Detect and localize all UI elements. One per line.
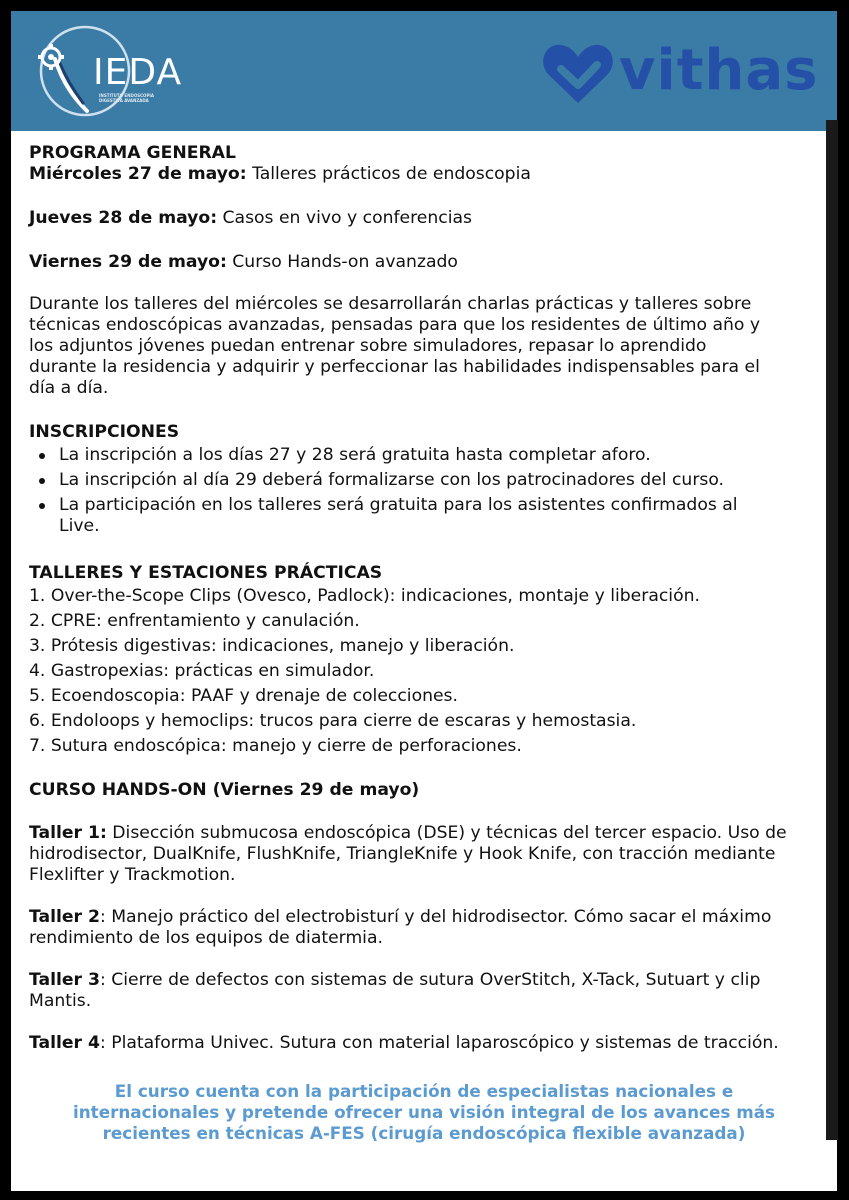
list-item: 4. Gastropexias: prácticas en simulador.	[29, 661, 375, 681]
list-item: 2. CPRE: enfrentamiento y canulación.	[29, 611, 360, 631]
programa-day-1	[29, 164, 829, 185]
talleres-title: TALLERES Y ESTACIONES PRÁCTICAS	[29, 563, 383, 583]
day-label: Viernes 29 de mayo:	[29, 252, 227, 272]
list-item: 7. Sutura endoscópica: manejo y cierre de perforaciones.	[29, 736, 522, 756]
talleres-list	[29, 586, 829, 757]
curso-taller-4	[29, 1033, 829, 1054]
description-line: los adjuntos jóvenes puedan entrenar sobre simuladores, repasar lo aprendido	[29, 336, 707, 356]
taller-text: rendimiento de los equipos de diatermia.	[29, 928, 383, 948]
list-item	[59, 495, 829, 537]
day-label: Jueves 28 de mayo:	[29, 208, 218, 228]
taller-label: Taller 2	[29, 907, 100, 927]
programa-day-3	[29, 252, 829, 273]
list-item-text: La participación en los talleres será gratuita para los asistentes confirmados al	[59, 495, 738, 515]
taller-text: Disección submucosa endoscópica (DSE) y técnicas del tercer espacio. Uso de	[106, 823, 787, 843]
list-item: 5. Ecoendoscopia: PAAF y drenaje de colecciones.	[29, 686, 458, 706]
taller-label: Taller 4	[29, 1033, 100, 1053]
day-label: Miércoles 27 de mayo:	[29, 164, 247, 184]
scrollbar[interactable]	[826, 120, 838, 1140]
vithas-heart-icon	[539, 39, 617, 109]
taller-label: Taller 1:	[29, 823, 107, 843]
programa-title: PROGRAMA GENERAL	[29, 143, 236, 163]
footer-line: recientes en técnicas A-FES (cirugía endoscópica flexible avanzada)	[102, 1123, 746, 1143]
footer-note	[11, 1081, 837, 1144]
content-body	[29, 143, 829, 1054]
list-item: 1. Over-the-Scope Clips (Ovesco, Padlock): indicaciones, montaje y liberación.	[29, 586, 700, 606]
taller-text: hidrodisector, DualKnife, FlushKnife, TriangleKnife y Hook Knife, con tracción mediante	[29, 844, 776, 864]
list-item	[59, 445, 829, 466]
list-item: 3. Prótesis digestivas: indicaciones, manejo y liberación.	[29, 636, 515, 656]
programa-description	[29, 294, 829, 399]
list-item-text: La inscripción a los días 27 y 28 será gratuita hasta completar aforo.	[59, 445, 651, 465]
bullet-icon	[39, 453, 45, 459]
curso-taller-1	[29, 823, 829, 886]
list-item-text: Live.	[59, 516, 100, 536]
inscripciones-title: INSCRIPCIONES	[29, 422, 180, 442]
document-page	[11, 11, 837, 1191]
description-line: durante la residencia y adquirir y perfeccionar las habilidades indispensables para el	[29, 357, 760, 377]
list-item	[59, 470, 829, 491]
list-item-text: La inscripción al día 29 deberá formalizarse con los patrocinadores del curso.	[59, 470, 725, 490]
curso-taller-3	[29, 970, 829, 1012]
taller-label: Taller 3	[29, 970, 100, 990]
day-text: Casos en vivo y conferencias	[217, 208, 472, 228]
footer-line: El curso cuenta con la participación de especialistas nacionales e	[114, 1081, 734, 1101]
day-text: Curso Hands-on avanzado	[226, 252, 458, 272]
ieda-logo	[25, 19, 195, 123]
curso-title: CURSO HANDS-ON (Viernes 29 de mayo)	[29, 780, 420, 800]
taller-text: : Cierre de defectos con sistemas de sutura OverStitch, X-Tack, Sutuart y clip	[99, 970, 761, 990]
description-line: día a día.	[29, 378, 109, 398]
vithas-logo-text: vithas	[619, 38, 819, 103]
taller-text: Mantis.	[29, 991, 92, 1011]
inscripciones-list	[29, 445, 829, 537]
footer-line: internacionales y pretende ofrecer una visión integral de los avances más	[72, 1102, 776, 1122]
day-text: Talleres prácticos de endoscopia	[246, 164, 531, 184]
taller-text: : Manejo práctico del electrobisturí y del hidrodisector. Cómo sacar el máximo	[99, 907, 772, 927]
taller-text: : Plataforma Univec. Sutura con material laparoscópico y sistemas de tracción.	[99, 1033, 779, 1053]
description-line: Durante los talleres del miércoles se desarrollarán charlas prácticas y talleres sobre	[29, 294, 752, 314]
vithas-logo	[539, 39, 819, 109]
list-item: 6. Endoloops y hemoclips: trucos para cierre de escaras y hemostasia.	[29, 711, 637, 731]
ieda-logo-text: IEDA	[93, 52, 183, 93]
bullet-icon	[39, 478, 45, 484]
ieda-logo-subtitle: INSTITUTO ENDOSCOPIA DIGESTIVA AVANZADA	[99, 93, 154, 103]
description-line: técnicas endoscópicas avanzadas, pensadas para que los residentes de último año y	[29, 315, 761, 335]
bullet-icon	[39, 503, 45, 509]
header-banner	[11, 11, 837, 131]
curso-taller-2	[29, 907, 829, 949]
programa-day-2	[29, 208, 829, 229]
taller-text: Flexlifter y Trackmotion.	[29, 865, 236, 885]
